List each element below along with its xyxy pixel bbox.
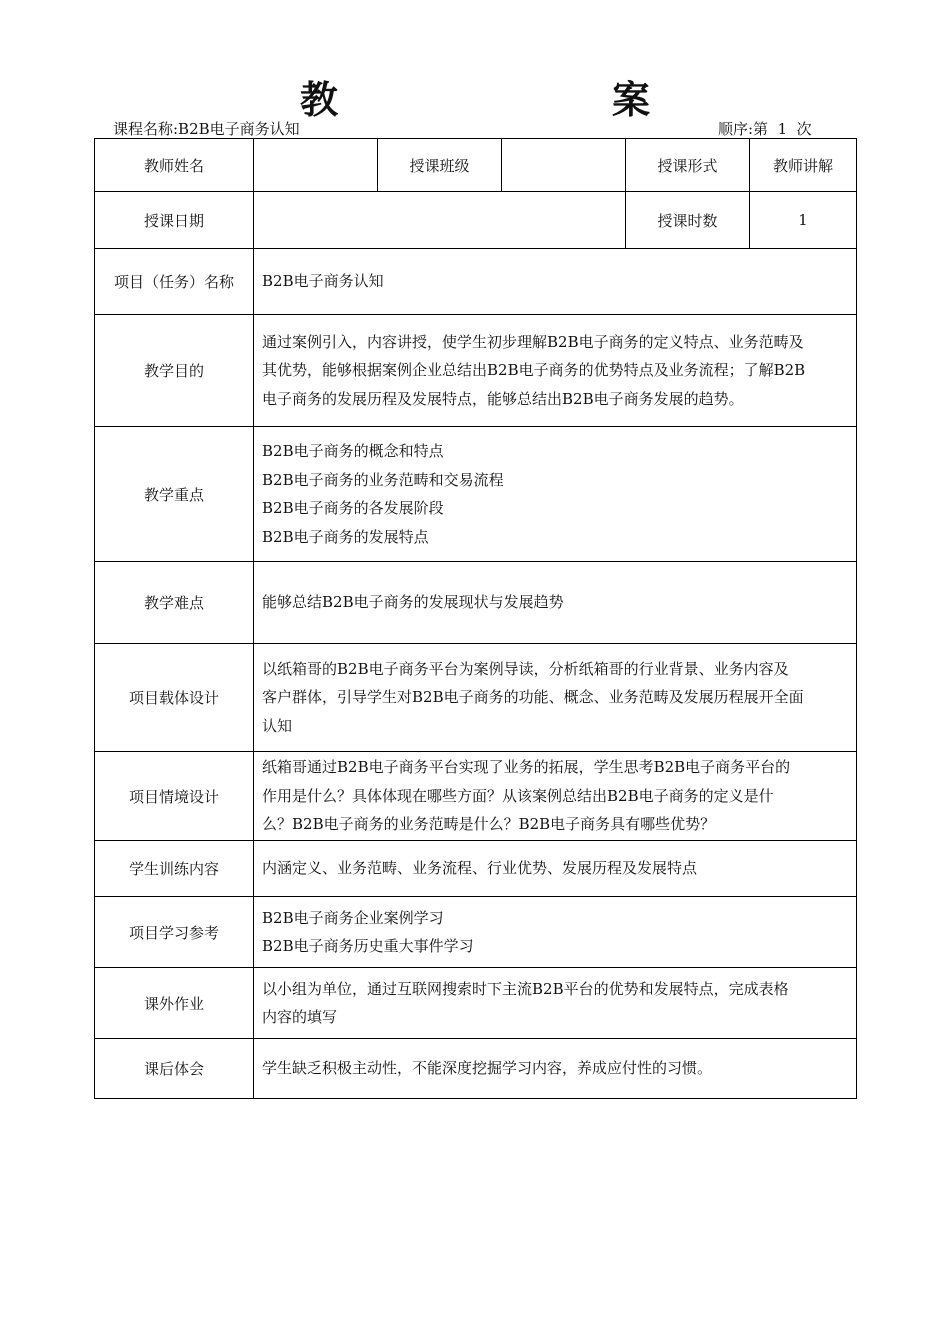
- teaching-hours-label: 授课时数: [626, 192, 750, 249]
- carrier-line: 客户群体，引导学生对B2B电子商务的功能、概念、业务范畴及发展历程展开全面: [262, 688, 804, 707]
- key-point-line: B2B电子商务的发展特点: [262, 527, 429, 546]
- key-points-label: 教学重点: [95, 427, 254, 562]
- reflection-content: 学生缺乏积极主动性，不能深度挖掘学习内容，养成应付性的习惯。: [254, 1039, 857, 1099]
- project-name-value: B2B电子商务认知: [254, 249, 857, 315]
- training-label: 学生训练内容: [95, 841, 254, 897]
- scenario-design-label: 项目情境设计: [95, 752, 254, 841]
- objective-line: 通过案例引入，内容讲授，使学生初步理解B2B电子商务的定义特点、业务范畴及: [262, 332, 804, 351]
- objective-line: 其优势，能够根据案例企业总结出B2B电子商务的优势特点及业务流程；了解B2B: [262, 361, 806, 380]
- class-label: 授课班级: [378, 139, 502, 192]
- table-row: [95, 897, 857, 968]
- difficulty-content: 能够总结B2B电子商务的发展现状与发展趋势: [254, 562, 857, 644]
- table-row: [95, 841, 857, 897]
- carrier-line: 认知: [262, 716, 293, 735]
- key-point-line: B2B电子商务的业务范畴和交易流程: [262, 470, 504, 489]
- training-content: 内涵定义、业务范畴、业务流程、行业优势、发展历程及发展特点: [254, 841, 857, 897]
- teaching-date-value: [254, 192, 626, 249]
- scenario-line: 纸箱哥通过B2B电子商务平台实现了业务的拓展，学生思考B2B电子商务平台的: [262, 758, 791, 777]
- difficulty-label: 教学难点: [95, 562, 254, 644]
- project-name-label: 项目（任务）名称: [95, 249, 254, 315]
- teaching-hours-value: 1: [750, 192, 857, 249]
- reflection-label: 课后体会: [95, 1039, 254, 1099]
- page-title-left: 教: [300, 78, 339, 122]
- table-row: [95, 1039, 857, 1099]
- table-row: [95, 427, 857, 562]
- lesson-plan-table: [94, 138, 857, 1099]
- reference-content: [254, 897, 857, 968]
- scenario-line: 么？B2B电子商务的业务范畴是什么？B2B电子商务具有哪些优势？: [262, 815, 716, 834]
- objective-content: [254, 315, 857, 427]
- key-points-content: [254, 427, 857, 562]
- teacher-name-label: 教师姓名: [95, 139, 254, 192]
- carrier-design-label: 项目载体设计: [95, 644, 254, 752]
- table-row: [95, 644, 857, 752]
- table-row: [95, 192, 857, 249]
- reference-line: B2B电子商务历史重大事件学习: [262, 937, 474, 955]
- table-row: [95, 139, 857, 192]
- reference-line: B2B电子商务企业案例学习: [262, 908, 444, 927]
- homework-content: [254, 968, 857, 1039]
- table-row: [95, 968, 857, 1039]
- class-value: [502, 139, 626, 192]
- teaching-date-label: 授课日期: [95, 192, 254, 249]
- scenario-line: 作用是什么？具体体现在哪些方面？从该案例总结出B2B电子商务的定义是什: [262, 786, 774, 805]
- table-row: [95, 315, 857, 427]
- carrier-design-content: [254, 644, 857, 752]
- homework-line: 以小组为单位，通过互联网搜索时下主流B2B平台的优势和发展特点，完成表格: [262, 979, 789, 998]
- objective-label: 教学目的: [95, 315, 254, 427]
- teaching-form-label: 授课形式: [626, 139, 750, 192]
- course-name: 课程名称:B2B电子商务认知: [113, 120, 300, 138]
- objective-line: 电子商务的发展历程及发展特点，能够总结出B2B电子商务发展的趋势。: [262, 389, 744, 408]
- teacher-name-value: [254, 139, 378, 192]
- page-title-right: 案: [612, 78, 651, 122]
- homework-line: 内容的填写: [262, 1008, 338, 1026]
- table-row: [95, 249, 857, 315]
- table-row: [95, 562, 857, 644]
- key-point-line: B2B电子商务的概念和特点: [262, 442, 444, 460]
- key-point-line: B2B电子商务的各发展阶段: [262, 499, 444, 517]
- carrier-line: 以纸箱哥的B2B电子商务平台为案例导读，分析纸箱哥的行业背景、业务内容及: [262, 659, 789, 678]
- table-row: [95, 752, 857, 841]
- teaching-form-value: 教师讲解: [750, 139, 857, 192]
- scenario-design-content: [254, 752, 857, 841]
- lesson-order: 顺序:第 1 次: [718, 120, 812, 138]
- reference-label: 项目学习参考: [95, 897, 254, 968]
- homework-label: 课外作业: [95, 968, 254, 1039]
